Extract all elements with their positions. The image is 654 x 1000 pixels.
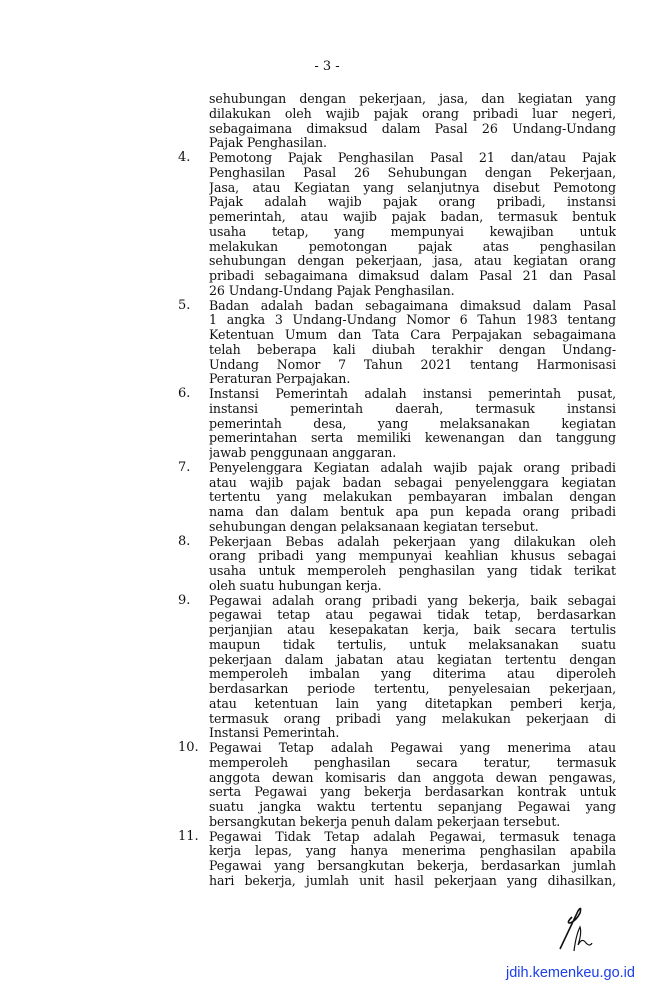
text-line: perjanjian atau kesepakatan kerja, baik secara tertulis: [209, 623, 616, 637]
item-text: [209, 535, 616, 594]
text-line: anggota dewan komisaris dan anggota dewan pengawas,: [209, 770, 616, 785]
text-line: Badan adalah badan sebagaimana dimaksud dalam Pasal: [209, 298, 616, 313]
text-line: suatu jangka waktu tertentu sepanjang Pegawai yang: [209, 800, 616, 814]
list-item: [0, 594, 654, 742]
text-line: sehubungan dengan pekerjaan, jasa, atau kegiatan orang: [209, 254, 616, 269]
text-line: jawab penggunaan anggaran.: [209, 446, 397, 460]
text-line: sebagaimana dimaksud dalam Pasal 26 Undang-Undang: [209, 121, 616, 136]
text-line: berdasarkan periode tertentu, penyelesaian pekerjaan,: [209, 682, 616, 696]
signature-initial: [556, 905, 596, 953]
text-line: pemerintahan serta memiliki kewenangan dan tanggung: [209, 431, 616, 446]
list-item: [0, 299, 654, 388]
text-line: instansi pemerintah daerah, termasuk instansi: [209, 401, 616, 416]
text-line: memperoleh imbalan yang diterima atau diperoleh: [209, 667, 616, 682]
text-line: sehubungan dengan pelaksanaan kegiatan tersebut.: [209, 519, 539, 534]
text-line: Jasa, atau Kegiatan yang selanjutnya disebut Pemotong: [209, 180, 616, 195]
item-text: [209, 461, 616, 535]
text-line: bersangkutan bekerja penuh dalam pekerjaan tersebut.: [209, 814, 561, 829]
text-line: atau ketentuan lain yang ditetapkan pemberi kerja,: [209, 696, 616, 711]
text-line: Pegawai Tetap adalah Pegawai yang menerima atau: [209, 741, 616, 755]
item-number: 7.: [178, 459, 191, 475]
item-text: [209, 299, 616, 388]
text-line: 1 angka 3 Undang-Undang Nomor 6 Tahun 1983 tentang: [209, 313, 616, 328]
list-item: [0, 741, 654, 830]
text-line: Penyelenggara Kegiatan adalah wajib pajak orang pribadi: [209, 460, 616, 475]
list-item: [0, 387, 654, 461]
text-line: telah beberapa kali diubah terakhir dengan Undang-: [209, 342, 616, 357]
list-item: [0, 151, 654, 299]
text-line: Pegawai adalah orang pribadi yang bekerja, baik sebagai: [209, 593, 616, 608]
text-line: Pegawai Tidak Tetap adalah Pegawai, termasuk tenaga: [209, 829, 616, 844]
text-line: tertentu yang melakukan pembayaran imbalan dengan: [209, 490, 616, 505]
list-item: [0, 535, 654, 594]
item-number: 11.: [178, 828, 199, 844]
item-number: 4.: [178, 150, 191, 165]
text-line: atau wajib pajak badan sebagai penyelenggara kegiatan: [209, 475, 616, 490]
footer-link[interactable]: jdih.kemenkeu.go.id: [506, 965, 635, 981]
item-number: 9.: [178, 592, 191, 608]
item-number: 5.: [178, 297, 191, 313]
text-line: Instansi Pemerintah adalah instansi pemerintah pusat,: [209, 387, 616, 401]
text-line: usaha tetap, yang mempunyai kewajiban untuk: [209, 224, 616, 239]
text-line: pribadi sebagaimana dimaksud dalam Pasal 21 dan Pasal: [209, 269, 616, 283]
text-line: pekerjaan dalam jabatan atau kegiatan tertentu dengan: [209, 652, 616, 667]
text-line: memperoleh penghasilan secara teratur, termasuk: [209, 755, 616, 770]
text-line: oleh suatu hubungan kerja.: [209, 578, 382, 593]
item-number: 10.: [178, 740, 199, 755]
text-line: Pekerjaan Bebas adalah pekerjaan yang dilakukan oleh: [209, 534, 616, 549]
text-line: pemerintah, atau wajib pajak badan, termasuk bentuk: [209, 210, 616, 224]
text-line: Penghasilan Pasal 26 Sehubungan dengan Pekerjaan,: [209, 165, 616, 180]
text-line: orang pribadi yang mempunyai keahlian khusus sebagai: [209, 549, 616, 564]
text-line: pegawai tetap atau pegawai tidak tetap, berdasarkan: [209, 608, 616, 623]
text-line: maupun tidak tertulis, untuk melaksanakan suatu: [209, 637, 616, 652]
text-line: Pemotong Pajak Penghasilan Pasal 21 dan/atau Pajak: [209, 151, 616, 165]
text-line: Pajak Penghasilan.: [209, 136, 327, 151]
text-line: Pegawai yang bersangkutan bekerja, berdasarkan jumlah: [209, 859, 616, 873]
page-number: - 3 -: [314, 59, 340, 74]
list-item: [0, 92, 654, 151]
list-item: [0, 830, 654, 889]
item-text: [209, 741, 616, 830]
item-text: [209, 830, 616, 889]
document-body: [0, 92, 654, 889]
text-line: 26 Undang-Undang Pajak Penghasilan.: [209, 283, 455, 298]
text-line: Ketentuan Umum dan Tata Cara Perpajakan sebagaimana: [209, 328, 616, 342]
text-line: Undang Nomor 7 Tahun 2021 tentang Harmonisasi: [209, 357, 616, 372]
text-line: hari bekerja, jumlah unit hasil pekerjaan yang dihasilkan,: [209, 873, 616, 888]
item-text: [209, 92, 616, 151]
item-text: [209, 387, 616, 461]
item-text: [209, 594, 616, 742]
text-line: pemerintah desa, yang melaksanakan kegiatan: [209, 416, 616, 431]
text-line: Pajak adalah wajib pajak orang pribadi, instansi: [209, 195, 616, 210]
text-line: dilakukan oleh wajib pajak orang pribadi luar negeri,: [209, 106, 616, 121]
text-line: melakukan pemotongan pajak atas penghasilan: [209, 239, 616, 254]
item-text: [209, 151, 616, 299]
item-number: 6.: [178, 386, 191, 401]
text-line: termasuk orang pribadi yang melakukan pekerjaan di: [209, 711, 616, 726]
text-line: Peraturan Perpajakan.: [209, 372, 351, 387]
text-line: serta Pegawai yang bekerja berdasarkan kontrak untuk: [209, 785, 616, 800]
text-line: kerja lepas, yang hanya menerima penghasilan apabila: [209, 844, 616, 859]
text-line: usaha untuk memperoleh penghasilan yang tidak terikat: [209, 564, 616, 578]
list-item: [0, 461, 654, 535]
text-line: sehubungan dengan pekerjaan, jasa, dan kegiatan yang: [209, 92, 616, 106]
text-line: Instansi Pemerintah.: [209, 726, 340, 741]
text-line: nama dan dalam bentuk apa pun kepada orang pribadi: [209, 505, 616, 519]
item-number: 8.: [178, 533, 191, 549]
